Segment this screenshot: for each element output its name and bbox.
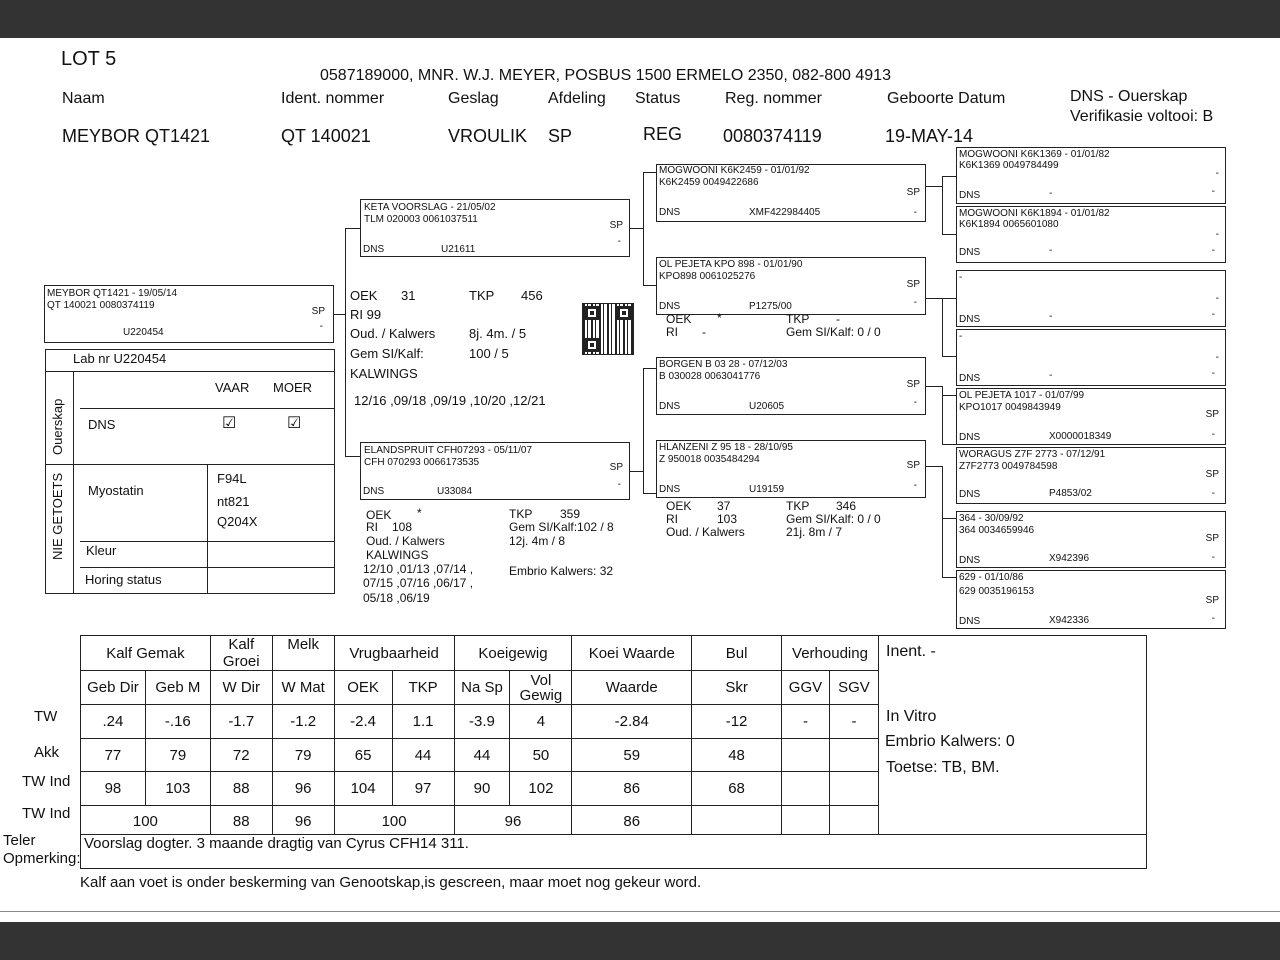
divider xyxy=(80,408,335,409)
ggp2-dns: DNS xyxy=(959,247,981,258)
tw-cell: 1.1 xyxy=(392,705,454,739)
gp-dd-line1: HLANZENI Z 95 18 - 28/10/95 xyxy=(659,442,793,453)
myo-val-2: nt821 xyxy=(217,494,250,509)
group-melk: Melk xyxy=(272,636,334,671)
gp-sd-line2: KPO898 0061025276 xyxy=(659,271,756,282)
header-dns: DNS - Ouerskap xyxy=(1070,88,1188,105)
ggp7-line1: 364 - 30/09/92 xyxy=(959,513,1024,524)
sub-w-mat: W Mat xyxy=(272,671,334,705)
ggp5-dns: DNS xyxy=(959,432,981,443)
dam-oud-val: 12j. 4m / 8 xyxy=(509,534,566,548)
ggp3-dns-val: - xyxy=(1049,311,1053,322)
twind-cell: 103 xyxy=(145,772,210,806)
akk-cell: 65 xyxy=(334,739,392,772)
twind2-cell: 96 xyxy=(272,806,334,837)
ggp1-line2: K6K1369 0049784499 xyxy=(959,160,1059,171)
dam-oek: OEK xyxy=(366,508,392,522)
divider xyxy=(73,372,74,594)
animal-naam: MEYBOR QT1421 xyxy=(62,126,211,146)
divider xyxy=(80,541,335,542)
gp-ds-sp: SP xyxy=(906,379,920,390)
twind2-cell: 96 xyxy=(454,806,572,837)
subject-line2: QT 140021 0080374119 xyxy=(47,300,155,311)
ggp-card-4 xyxy=(956,329,1226,386)
subj-ri: RI 99 xyxy=(350,307,382,322)
tw-cell: -3.9 xyxy=(454,705,510,739)
ggp8-line2: 629 0035196153 xyxy=(959,586,1035,597)
row-label-akk: Akk xyxy=(34,744,60,761)
ggp8-dns: DNS xyxy=(959,616,981,627)
twind2-cell xyxy=(692,806,782,837)
remarks-text: Voorslag dogter. 3 maande dragtig van Cyrus CFH14 311. xyxy=(84,835,469,852)
moer-label: MOER xyxy=(273,380,312,395)
dd-oek: OEK xyxy=(666,499,692,513)
group-koeigewig: Koeigewig xyxy=(454,636,572,671)
gp-sd-sp: SP xyxy=(906,279,920,290)
twind-cell xyxy=(781,772,829,806)
ggp8-dash: - xyxy=(1211,613,1215,624)
akk-cell: 79 xyxy=(272,739,334,772)
gp-ss-line1: MOGWOONI K6K2459 - 01/01/92 xyxy=(659,165,810,176)
dd-oud-val: 21j. 8m / 7 xyxy=(786,525,843,539)
header-geslag: Geslag xyxy=(448,90,499,107)
subj-oud: Oud. / Kalwers xyxy=(350,326,436,341)
pedigree-line xyxy=(345,228,360,229)
subj-oud-val: 8j. 4m. / 5 xyxy=(469,326,527,341)
sub-ggv: GGV xyxy=(781,671,829,705)
divider xyxy=(0,911,1280,912)
ggp6-line2: Z7F2773 0049784598 xyxy=(959,461,1058,472)
gp-sd-line1: OL PEJETA KPO 898 - 01/01/90 xyxy=(659,259,803,270)
pedigree-line xyxy=(942,466,943,578)
sub-geb-dir: Geb Dir xyxy=(81,671,146,705)
tw-cell: -1.7 xyxy=(210,705,272,739)
ggp-card-5 xyxy=(956,388,1226,445)
lot-title: LOT 5 xyxy=(61,48,117,70)
pedigree-line xyxy=(630,471,643,472)
akk-cell: 72 xyxy=(210,739,272,772)
gp-ss-line2: K6K2459 0049422686 xyxy=(659,177,759,188)
subj-tkp-val: 456 xyxy=(521,288,543,303)
ggp4-dns-val: - xyxy=(1049,370,1053,381)
grandsire-sire-card xyxy=(656,164,926,222)
pedigree-line xyxy=(942,298,956,299)
ggp7-sp: SP xyxy=(1205,533,1219,544)
twind2-cell xyxy=(829,806,878,837)
row-label-twind: TW Ind xyxy=(22,773,71,790)
gp-ss-sp: SP xyxy=(906,187,920,198)
gp-dd-dns-val: U19159 xyxy=(749,484,785,495)
pedigree-line xyxy=(643,172,644,285)
group-bul: Bul xyxy=(692,636,782,671)
subject-line1: MEYBOR QT1421 - 19/05/14 xyxy=(47,288,178,299)
ggp7-dns-val: X942396 xyxy=(1049,553,1090,564)
row-akk xyxy=(81,739,879,772)
performance-table xyxy=(80,635,879,837)
akk-cell: 59 xyxy=(572,739,692,772)
gp-ds-line2: B 030028 0063041776 xyxy=(659,371,761,382)
ggp5-line2: KPO1017 0049843949 xyxy=(959,402,1061,413)
gp-sd-dns-val: P1275/00 xyxy=(749,301,792,312)
ggp-card-6 xyxy=(956,447,1226,504)
group-koei-waarde: Koei Waarde xyxy=(572,636,692,671)
owner-info: 0587189000, MNR. W.J. MEYER, POSBUS 1500 ERMELO 2350, 082-800 4913 xyxy=(320,67,891,84)
gp-sd-dns: DNS xyxy=(659,301,681,312)
sd-ri-val: - xyxy=(702,325,706,339)
akk-cell: 50 xyxy=(510,739,572,772)
sire-dns: DNS xyxy=(363,244,385,255)
ggp-card-8 xyxy=(956,570,1226,629)
twind-cell: 98 xyxy=(81,772,146,806)
sub-vol-gewig: Vol Gewig xyxy=(510,671,572,705)
pedigree-line xyxy=(926,186,942,187)
gp-ss-dns-val: XMF422984405 xyxy=(749,207,821,218)
group-kalf-groei: Kalf Groei xyxy=(210,636,272,671)
ggp4-dns: DNS xyxy=(959,373,981,384)
granddam-sire-card xyxy=(656,357,926,415)
opmerking-label: Opmerking: xyxy=(3,850,81,867)
header-reg: Reg. nommer xyxy=(725,90,822,107)
gp-dd-dns: DNS xyxy=(659,484,681,495)
sd-oek-val: * xyxy=(717,311,722,325)
divider xyxy=(80,567,335,568)
group-verhouding: Verhouding xyxy=(781,636,878,671)
sd-oek: OEK xyxy=(666,312,692,326)
animal-ident: QT 140021 xyxy=(281,126,371,146)
dam-tkp: TKP xyxy=(509,507,533,521)
moer-checkbox: ☑ xyxy=(287,415,302,432)
ggp8-dns-val: X942336 xyxy=(1049,615,1090,626)
myo-val-3: Q204X xyxy=(217,514,258,529)
bottom-bar xyxy=(0,922,1280,960)
nie-getoets-label: NIE GETOETS xyxy=(50,472,65,560)
tw-cell: - xyxy=(781,705,829,739)
pedigree-line xyxy=(345,456,360,457)
akk-cell: 48 xyxy=(692,739,782,772)
ggp2-sp: - xyxy=(1215,229,1219,240)
dam-dns-val: U33084 xyxy=(437,486,473,497)
pedigree-line xyxy=(643,368,656,369)
pedigree-line xyxy=(942,234,956,235)
gp-ss-dash: - xyxy=(913,207,917,218)
dam-dns: DNS xyxy=(363,486,385,497)
dam-card xyxy=(360,442,630,500)
sire-dns-val: U21611 xyxy=(441,244,476,255)
animal-geboorte: 19-MAY-14 xyxy=(885,126,974,146)
sire-card xyxy=(360,199,630,257)
animal-geslag: VROULIK xyxy=(448,126,528,146)
tw-cell: -1.2 xyxy=(272,705,334,739)
embrio-text: Embrio Kalwers: 0 xyxy=(885,733,1015,750)
sd-gem: Gem SI/Kalf: 0 / 0 xyxy=(786,325,881,339)
sd-tkp-val: - xyxy=(836,312,840,326)
twind-cell: 104 xyxy=(334,772,392,806)
twind2-cell: 88 xyxy=(210,806,272,837)
header-status: Status xyxy=(635,90,681,107)
ggp4-dash: - xyxy=(1211,368,1215,379)
pedigree-line xyxy=(942,518,956,519)
divider xyxy=(45,464,335,465)
toetse-text: Toetse: TB, BM. xyxy=(886,759,1000,776)
twind2-cell: 86 xyxy=(572,806,692,837)
header-geboorte: Geboorte Datum xyxy=(887,90,1006,107)
dam-sp: SP xyxy=(609,462,623,473)
sd-tkp: TKP xyxy=(786,312,810,326)
pedigree-line xyxy=(643,285,656,286)
tw-cell: -.16 xyxy=(145,705,210,739)
header-ident: Ident. nommer xyxy=(281,90,385,107)
subject-dns: U220454 xyxy=(123,327,164,338)
pedigree-line xyxy=(942,298,943,356)
divider xyxy=(207,464,208,594)
animal-reg: 0080374119 xyxy=(723,126,822,146)
ggp3-sp: - xyxy=(1215,293,1219,304)
dam-oud: Oud. / Kalwers xyxy=(366,534,445,548)
myo-val-1: F94L xyxy=(217,471,247,486)
dd-oud: Oud. / Kalwers xyxy=(666,525,745,539)
akk-cell xyxy=(829,739,878,772)
ggp7-dns: DNS xyxy=(959,555,981,566)
subject-sp: SP xyxy=(311,306,325,317)
ggp7-line2: 364 0034659946 xyxy=(959,525,1035,536)
pedigree-line xyxy=(942,176,943,234)
ggp1-dns-val: - xyxy=(1049,188,1053,199)
ggp1-dash: - xyxy=(1211,186,1215,197)
row-tw xyxy=(81,705,879,739)
subject-dash: - xyxy=(319,321,323,332)
tw-cell: -2.4 xyxy=(334,705,392,739)
ggp7-dash: - xyxy=(1211,552,1215,563)
sub-na-sp: Na Sp xyxy=(454,671,510,705)
dd-tkp: TKP xyxy=(786,499,810,513)
ggp1-dns: DNS xyxy=(959,190,981,201)
sub-tkp: TKP xyxy=(392,671,454,705)
dam-ri: RI xyxy=(366,520,378,534)
subj-oek: OEK xyxy=(350,288,378,303)
sd-ri: RI xyxy=(666,325,678,339)
top-bar xyxy=(0,0,1280,38)
akk-cell: 44 xyxy=(454,739,510,772)
pedigree-line xyxy=(942,444,956,445)
pedigree-line xyxy=(926,386,942,387)
twind-cell: 102 xyxy=(510,772,572,806)
dd-ri-val: 103 xyxy=(717,512,738,526)
pedigree-line xyxy=(630,228,643,229)
subject-card xyxy=(44,285,334,343)
ggp6-line1: WORAGUS Z7F 2773 - 07/12/91 xyxy=(959,449,1106,460)
subj-kalwings-val: 12/16 ,09/18 ,09/19 ,10/20 ,12/21 xyxy=(354,393,546,408)
footer-note: Kalf aan voet is onder beskerming van Genootskap,is gescreen, maar moet nog gekeur word. xyxy=(80,874,702,891)
dam-oek-val: * xyxy=(417,506,422,520)
dam-dash: - xyxy=(617,479,621,490)
gp-ss-dns: DNS xyxy=(659,207,681,218)
dam-kalwings-3: 05/18 ,06/19 xyxy=(363,591,430,605)
subj-kalwings: KALWINGS xyxy=(350,366,418,381)
granddam-dam-card xyxy=(656,440,926,498)
pedigree-line xyxy=(942,176,956,177)
twind-cell xyxy=(829,772,878,806)
pedigree-line xyxy=(926,466,942,467)
teler-label: Teler xyxy=(3,832,36,849)
inent-text: Inent. - xyxy=(886,643,936,660)
ggp5-dash: - xyxy=(1211,429,1215,440)
sub-w-dir: W Dir xyxy=(210,671,272,705)
dam-line1: ELANDSPRUIT CFH07293 - 05/11/07 xyxy=(364,445,533,456)
dam-gem: Gem SI/Kalf:102 / 8 xyxy=(509,520,614,534)
twind2-cell: 100 xyxy=(81,806,211,837)
divider xyxy=(45,371,335,372)
header-naam: Naam xyxy=(62,90,105,107)
ggp1-sp: - xyxy=(1215,168,1219,179)
ggp2-line1: MOGWOONI K6K1894 - 01/01/82 xyxy=(959,208,1110,219)
row-twind xyxy=(81,772,879,806)
vaar-checkbox: ☑ xyxy=(222,415,237,432)
sub-sgv: SGV xyxy=(829,671,878,705)
sire-dash: - xyxy=(617,236,621,247)
group-vrugbaarheid: Vrugbaarheid xyxy=(334,636,454,671)
pedigree-line xyxy=(643,172,656,173)
ggp-card-7 xyxy=(956,511,1226,568)
akk-cell: 79 xyxy=(145,739,210,772)
ggp2-dns-val: - xyxy=(1049,245,1053,256)
ggp8-sp: SP xyxy=(1205,595,1219,606)
gp-ds-dns-val: U20605 xyxy=(749,401,785,412)
gp-dd-line2: Z 950018 0035484294 xyxy=(659,454,760,465)
ggp-card-1 xyxy=(956,147,1226,204)
twind-cell: 97 xyxy=(392,772,454,806)
sire-line1: KETA VOORSLAG - 21/05/02 xyxy=(364,202,496,213)
subj-gem: Gem SI/Kalf: xyxy=(350,346,424,361)
pedigree-line xyxy=(643,493,656,494)
tw-cell: -12 xyxy=(692,705,782,739)
ggp2-line2: K6K1894 0065601080 xyxy=(959,219,1059,230)
dam-kalwings-2: 07/15 ,07/16 ,06/17 , xyxy=(363,576,474,590)
dam-ri-val: 108 xyxy=(392,520,413,534)
dam-embrio: Embrio Kalwers: 32 xyxy=(509,564,614,578)
ggp-card-3 xyxy=(956,270,1226,327)
ggp3-line1: - xyxy=(959,272,963,283)
twind2-cell: 100 xyxy=(334,806,454,837)
akk-cell: 77 xyxy=(81,739,146,772)
animal-status: REG xyxy=(643,124,683,144)
pedigree-line xyxy=(942,356,956,357)
group-kalf-gemak: Kalf Gemak xyxy=(81,636,211,671)
gp-ds-line1: BORGEN B 03 28 - 07/12/03 xyxy=(659,359,788,370)
twind-cell: 96 xyxy=(272,772,334,806)
qr-code-icon xyxy=(582,303,634,355)
sub-waarde: Waarde xyxy=(572,671,692,705)
ggp5-dns-val: X0000018349 xyxy=(1049,431,1112,442)
grandsire-dam-card xyxy=(656,257,926,315)
dam-kalwings: KALWINGS xyxy=(366,548,429,562)
ggp4-sp: - xyxy=(1215,352,1219,363)
dam-kalwings-1: 12/10 ,01/13 ,07/14 , xyxy=(363,562,474,576)
ggp1-line1: MOGWOONI K6K1369 - 01/01/82 xyxy=(959,149,1110,160)
twind-cell: 90 xyxy=(454,772,510,806)
ggp2-dash: - xyxy=(1211,245,1215,256)
ggp6-sp: SP xyxy=(1205,469,1219,480)
row-label-twind-2: TW Ind xyxy=(22,805,71,822)
ggp5-sp: SP xyxy=(1205,409,1219,420)
animal-afdeling: SP xyxy=(548,126,573,146)
gp-dd-dash: - xyxy=(913,480,917,491)
gp-sd-dash: - xyxy=(913,297,917,308)
ouerskap-label: Ouerskap xyxy=(50,398,65,455)
gp-dd-sp: SP xyxy=(906,460,920,471)
ggp4-line1: - xyxy=(959,331,963,342)
dns-label: DNS xyxy=(88,417,116,432)
pedigree-line xyxy=(942,577,956,578)
sire-line2: TLM 020003 0061037511 xyxy=(364,214,478,225)
pedigree-line xyxy=(643,368,644,493)
pedigree-line xyxy=(345,228,346,456)
invitro-text: In Vitro xyxy=(886,708,937,725)
dam-line2: CFH 070293 0066173535 xyxy=(364,457,480,468)
ggp3-dns: DNS xyxy=(959,314,981,325)
ggp5-line1: OL PEJETA 1017 - 01/07/99 xyxy=(959,390,1085,401)
ggp-card-2 xyxy=(956,206,1226,263)
gp-ds-dns: DNS xyxy=(659,401,681,412)
tw-cell: .24 xyxy=(81,705,146,739)
row-label-tw: TW xyxy=(34,708,58,725)
ggp6-dns: DNS xyxy=(959,489,981,500)
myostatin-label: Myostatin xyxy=(88,483,144,498)
ggp6-dash: - xyxy=(1211,488,1215,499)
dd-ri: RI xyxy=(666,512,678,526)
row-twind-combined xyxy=(81,806,879,837)
akk-cell xyxy=(781,739,829,772)
tw-cell: - xyxy=(829,705,878,739)
ggp6-dns-val: P4853/02 xyxy=(1049,488,1092,499)
akk-cell: 44 xyxy=(392,739,454,772)
lab-nr: Lab nr U220454 xyxy=(73,351,167,366)
dam-tkp-val: 359 xyxy=(560,507,581,521)
header-verifikasie: Verifikasie voltooi: B xyxy=(1070,108,1214,125)
dd-tkp-val: 346 xyxy=(836,499,857,513)
vaar-label: VAAR xyxy=(215,380,250,395)
subj-oek-val: 31 xyxy=(401,288,416,303)
header-afdeling: Afdeling xyxy=(548,90,606,107)
gp-ds-dash: - xyxy=(913,397,917,408)
horing-label: Horing status xyxy=(85,572,162,587)
twind2-cell xyxy=(781,806,829,837)
pedigree-line xyxy=(942,395,956,396)
kleur-label: Kleur xyxy=(86,543,117,558)
sub-oek: OEK xyxy=(334,671,392,705)
twind-cell: 86 xyxy=(572,772,692,806)
ggp3-dash: - xyxy=(1211,309,1215,320)
twind-cell: 68 xyxy=(692,772,782,806)
subj-gem-val: 100 / 5 xyxy=(469,346,509,361)
twind-cell: 88 xyxy=(210,772,272,806)
tw-cell: 4 xyxy=(510,705,572,739)
sub-skr: Skr xyxy=(692,671,782,705)
sub-geb-m: Geb M xyxy=(145,671,210,705)
sire-sp: SP xyxy=(609,220,623,231)
pedigree-line xyxy=(926,298,942,299)
dd-gem: Gem SI/Kalf: 0 / 0 xyxy=(786,512,881,526)
dd-oek-val: 37 xyxy=(717,499,731,513)
tw-cell: -2.84 xyxy=(572,705,692,739)
subj-tkp: TKP xyxy=(469,288,495,303)
ggp8-line1: 629 - 01/10/86 xyxy=(959,572,1024,583)
